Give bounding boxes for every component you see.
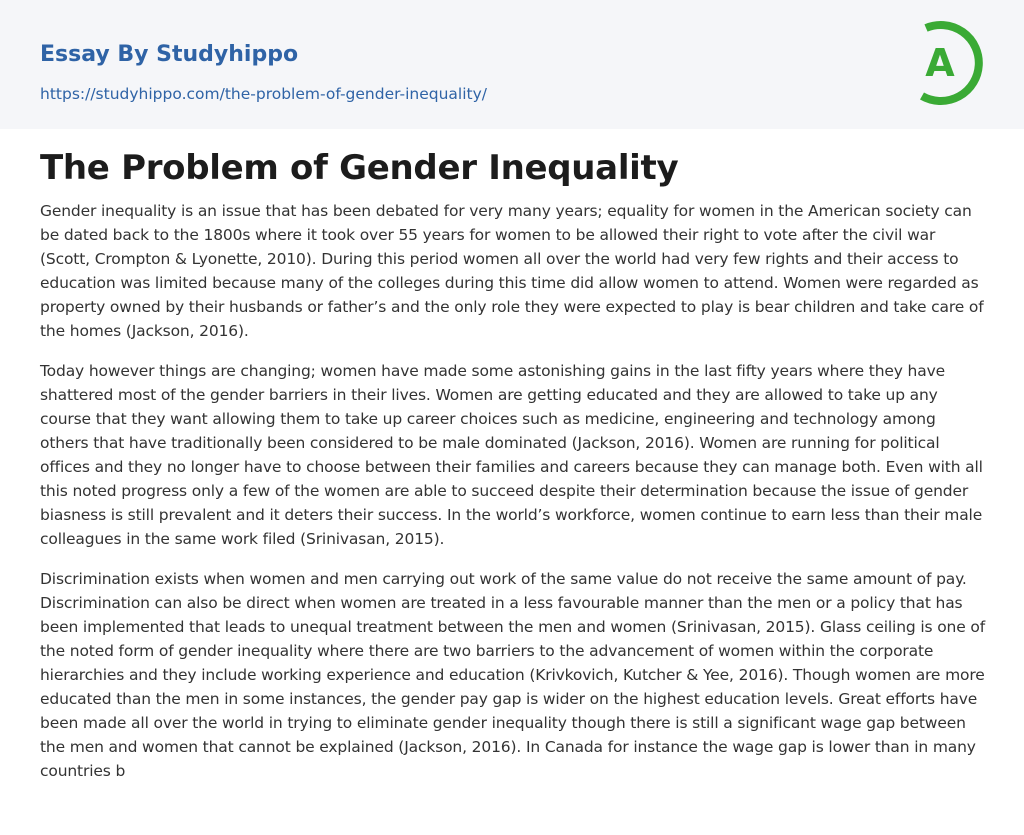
article-title: The Problem of Gender Inequality — [40, 148, 679, 188]
article — [40, 145, 986, 783]
article-paragraph-1: Gender inequality is an issue that has been debated for very many years; equality for women in the American society can be dated back to the 1800s where it took over 55 years for women to be allowed their right to vote after the civil war (Scott, Crompton & Lyonette, 2010). During this period women all over the world had very few rights and their access to education was limited because many of the colleges during this time did allow women to attend. Women were regarded as property owned by their husbands or father’s and the only role they were expected to play is bear children and take care of the homes (Jackson, 2016). — [40, 202, 984, 340]
brand-title[interactable]: Essay By Studyhippo — [40, 42, 299, 67]
article-paragraph-3: Discrimination exists when women and men carrying out work of the same value do not receive the same amount of pay. Discrimination can also be direct when women are treated in a less favourable manner than the men or a policy that has been implemented that leads to unequal treatment between the men and women (Srinivasan, 2015). Glass ceiling is one of the noted form of gender inequality where there are two barriers to the advancement of women within the corporate hierarchies and they include working experience and education (Krivkovich, Kutcher & Yee, 2016). Though women are more educated than the men in some instances, the gender pay gap is wider on the highest education levels. Great efforts have been made all over the world in trying to eliminate gender inequality though there is still a significant wage gap between the men and women that cannot be explained (Jackson, 2016). In Canada for instance the wage gap is lower than in many countries b — [40, 570, 986, 780]
source-url-link[interactable]: https://studyhippo.com/the-problem-of-gender-inequality/ — [40, 85, 488, 103]
logo-letter: A — [925, 41, 955, 85]
site-header — [0, 0, 1024, 129]
article-paragraph-2: Today however things are changing; women have made some astonishing gains in the last fifty years where they have shattered most of the gender barriers in their lives. Women are getting educated and they are allowed to take up any course that they want allowing them to take up career choices such as medicine, engineering and technology among others that have traditionally been considered to be male dominated (Jackson, 2016). Women are running for political offices and they no longer have to choose between their families and careers because they can manage both. Even with all this noted progress only a few of the women are able to succeed despite their determination because the issue of gender biasness is still prevalent and it deters their success. In the world’s workforce, women continue to earn less than their male colleagues in the same work filed (Srinivasan, 2015). — [40, 362, 983, 548]
studyhippo-logo-icon[interactable] — [910, 19, 986, 105]
